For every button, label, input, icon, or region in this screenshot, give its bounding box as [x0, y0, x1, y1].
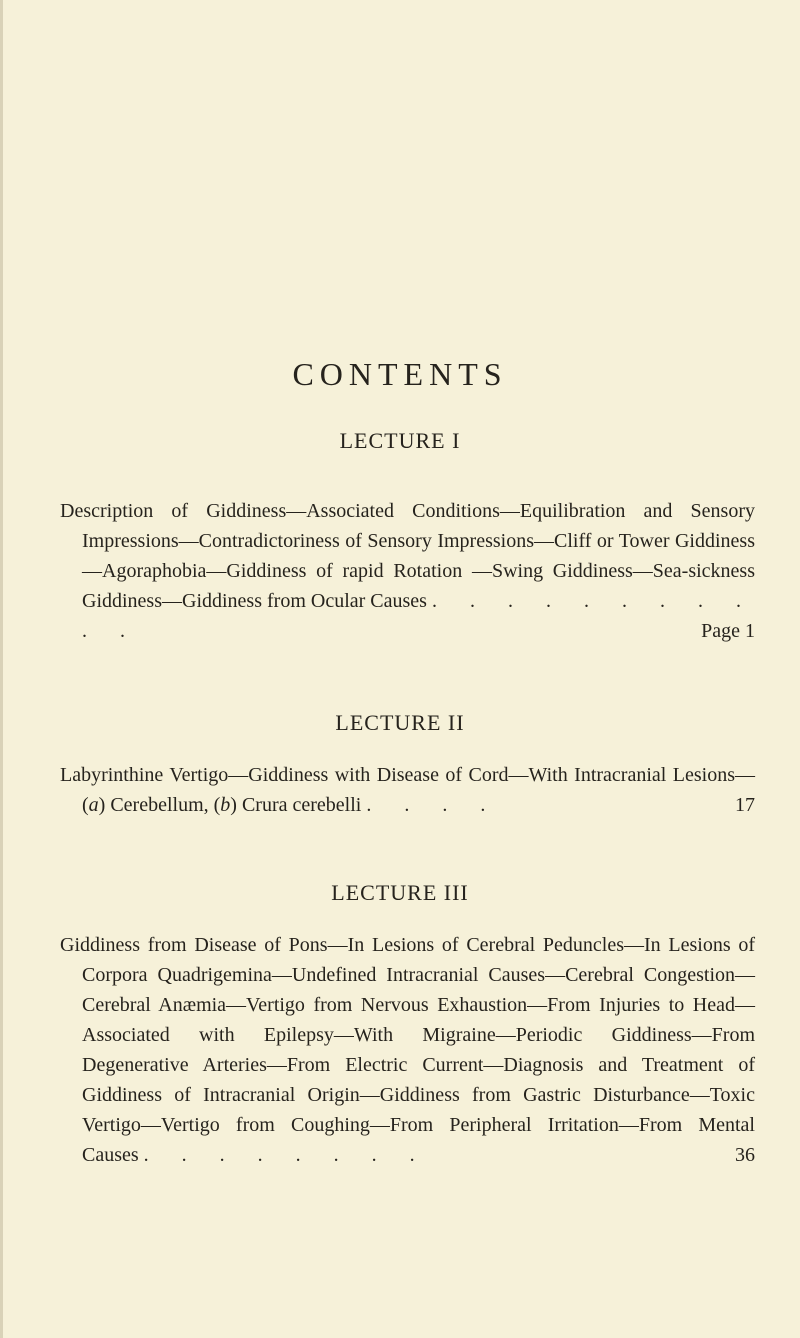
lecture-3-contents: [60, 930, 755, 1170]
lecture-2-heading: LECTURE II: [335, 710, 465, 735]
lecture-3-page: 36: [735, 1144, 755, 1166]
lecture-2-page: 17: [735, 794, 755, 816]
lecture-1-heading: LECTURE I: [339, 428, 461, 453]
lecture-3-leader: . . . . . . . .: [143, 1144, 429, 1166]
lecture-1-text: Description of Giddiness—Associated Conditions—Equilibration and Sensory Impressions—Contradictoriness of Sensory Impressions—Cliff or Tower Giddiness—Agoraphobia—Giddiness of rapid Rotation —Swing Giddiness—Sea-sickness Giddiness—Giddiness from Ocular Causes: [60, 500, 755, 612]
lecture-2-leader: . . . .: [366, 794, 500, 816]
lecture-2-text-part3: ) Crura cerebelli: [230, 794, 362, 816]
page-edge: [0, 0, 3, 1338]
lecture-1-page: Page 1: [701, 620, 755, 642]
lecture-2-item-a: a: [88, 794, 99, 816]
lecture-1-contents: [60, 496, 755, 646]
lecture-2-contents: [60, 760, 755, 820]
lecture-1-leader: . . . . . . . . . . .: [82, 590, 756, 642]
lecture-3-text: Giddiness from Disease of Pons—In Lesions of Cerebral Peduncles—In Lesions of Corpora Quadrigemina—Undefined Intracranial Causes—Cerebral Congestion—Cerebral Anæmia—Vertigo from Nervous Exhaustion—From Injuries to Head—Associated with Epilepsy—With Migraine—Periodic Giddiness—From Degenerative Arteries—From Electric Current—Diagnosis and Treatment of Giddiness of Intracranial Origin—Giddiness from Gastric Disturbance—Toxic Vertigo—Vertigo from Coughing—From Peripheral Irritation—From Mental Causes: [60, 934, 755, 1166]
lecture-3-heading: LECTURE III: [331, 880, 469, 905]
lecture-2-text-part1: Labyrinthine Vertigo—Giddiness with Disease of Cord—With Intracranial Lesions—(: [60, 764, 755, 816]
lecture-2-item-b: b: [220, 794, 231, 816]
lecture-2-text-part2: ) Cerebellum, (: [98, 794, 221, 816]
page-title: CONTENTS: [292, 356, 508, 392]
